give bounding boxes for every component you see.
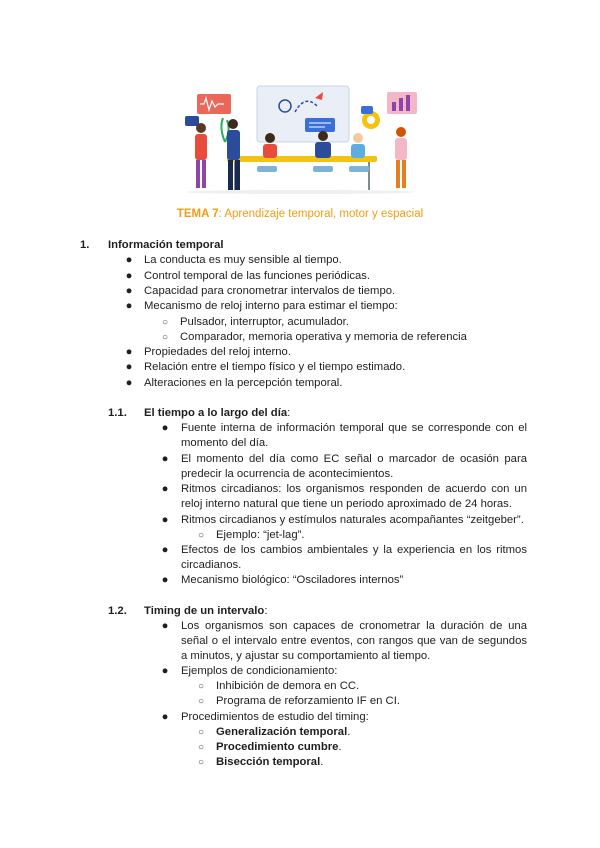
bullet-icon: ● [161, 544, 169, 556]
section-number: 1.2. [108, 605, 127, 617]
list-item: Capacidad para cronometrar intervalos de tiempo. [144, 285, 396, 297]
procedure-end: . [347, 726, 351, 738]
bullet-icon: ● [161, 514, 169, 526]
list-item: Pulsador, interruptor, acumulador. [180, 316, 349, 328]
bullet-icon: ● [161, 665, 169, 677]
list-item: Los organismos son capaces de cronometrar la duración de una señal o el intervalo entre eventos, con rangos que van de segundos a minutos, y ajustar su comportamiento al tiempo. [181, 620, 527, 663]
document-title [0, 208, 600, 220]
sub-bullet-icon: ○ [197, 530, 205, 541]
procedure-label: Procedimiento cumbre [216, 741, 339, 753]
title-subtitle: Aprendizaje temporal, motor y espacial [224, 208, 424, 220]
bullet-icon: ● [161, 620, 169, 632]
list-item: Relación entre el tiempo físico y el tiempo estimado. [144, 361, 406, 373]
sub-bullet-icon: ○ [197, 757, 205, 768]
sub-bullet-icon: ○ [197, 681, 205, 692]
list-item: Propiedades del reloj interno. [144, 346, 291, 358]
section-heading-text: El tiempo a lo largo del día [144, 407, 288, 419]
list-item: Fuente interna de información temporal que se corresponde con el momento del día. [181, 422, 527, 450]
sub-bullet-icon: ○ [197, 696, 205, 707]
section-heading [144, 406, 290, 421]
procedure-label: Generalización temporal [216, 726, 348, 738]
list-item: El momento del día como EC señal o marcador de ocasión para predecir la ocurrencia de acontecimientos. [181, 453, 527, 481]
list-item [216, 755, 323, 770]
sub-bullet-icon: ○ [197, 727, 205, 738]
title-tema: TEMA 7 [176, 208, 219, 220]
bullet-icon: ● [125, 270, 133, 282]
bullet-icon: ● [125, 346, 133, 358]
bullet-icon: ● [125, 285, 133, 297]
list-item: Alteraciones en la percepción temporal. [144, 377, 343, 389]
procedure-end: . [338, 741, 342, 753]
sub-bullet-icon: ○ [197, 742, 205, 753]
list-item: Efectos de los cambios ambientales y la experiencia en los ritmos circadianos. [181, 544, 527, 572]
heading-colon: : [287, 407, 291, 419]
list-item: Ejemplos de condicionamiento: [181, 665, 338, 677]
bullet-icon: ● [125, 300, 133, 312]
procedure-label: Bisección temporal [216, 756, 321, 768]
section-number: 1. [80, 239, 90, 251]
list-item [216, 725, 350, 740]
section-heading [144, 604, 267, 619]
section-number: 1.1. [108, 407, 127, 419]
bullet-icon: ● [161, 422, 169, 434]
list-item: Inhibición de demora en CC. [216, 680, 360, 692]
list-item: Ritmos circadianos: los organismos responden de acuerdo con un reloj interno natural que tiene un periodo aproximado de 24 horas. [181, 483, 527, 511]
section-heading-text: Timing de un intervalo [144, 605, 265, 617]
procedure-end: . [320, 756, 324, 768]
list-item: Comparador, memoria operativa y memoria de referencia [180, 331, 467, 343]
list-item: Control temporal de las funciones periódicas. [144, 270, 371, 282]
meeting-illustration [175, 82, 425, 194]
bullet-icon: ● [161, 574, 169, 586]
list-item: La conducta es muy sensible al tiempo. [144, 254, 342, 266]
list-item: Mecanismo biológico: “Osciladores internos” [181, 574, 404, 586]
list-item: Programa de reforzamiento IF en CI. [216, 695, 400, 707]
bullet-icon: ● [125, 254, 133, 266]
list-item: Ejemplo: “jet-lag”. [216, 529, 305, 541]
section-heading: Información temporal [108, 239, 224, 251]
heading-colon: : [264, 605, 268, 617]
sub-bullet-icon: ○ [161, 332, 169, 343]
title-colon: : [218, 208, 222, 220]
bullet-icon: ● [161, 711, 169, 723]
sub-bullet-icon: ○ [161, 317, 169, 328]
bullet-icon: ● [161, 483, 169, 495]
list-item: Ritmos circadianos y estímulos naturales acompañantes “zeitgeber”. [181, 514, 524, 526]
list-item: Mecanismo de reloj interno para estimar el tiempo: [144, 300, 398, 312]
bullet-icon: ● [125, 377, 133, 389]
list-item: Procedimientos de estudio del timing: [181, 711, 369, 723]
bullet-icon: ● [125, 361, 133, 373]
bullet-icon: ● [161, 453, 169, 465]
list-item [216, 740, 342, 755]
